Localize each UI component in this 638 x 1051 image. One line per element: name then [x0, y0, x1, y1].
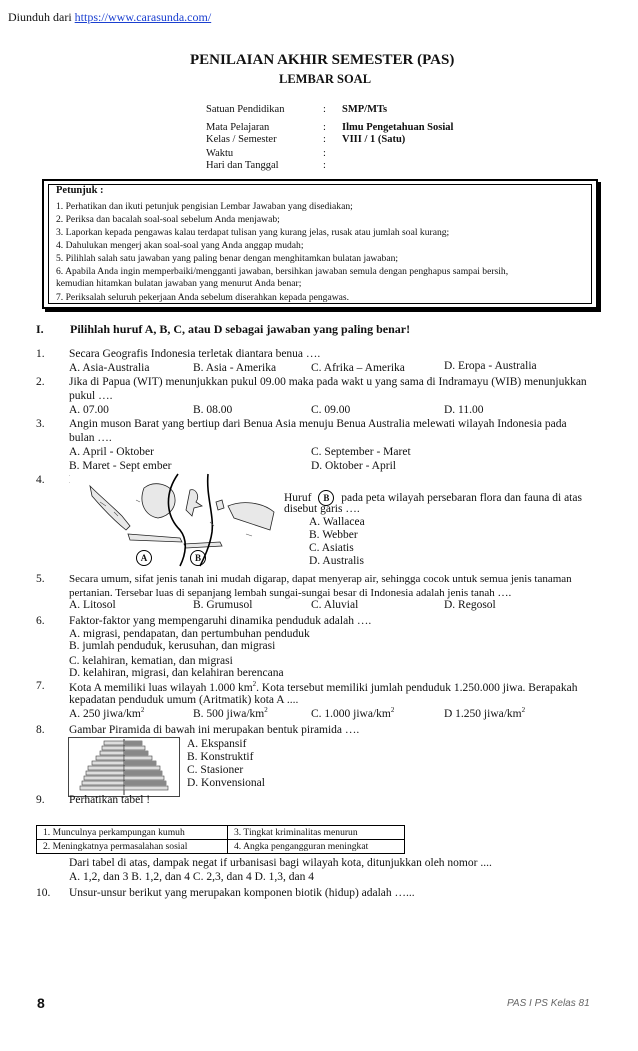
info-label: Satuan Pendidikan — [206, 104, 285, 115]
superscript: 2 — [252, 680, 257, 688]
page-number: 8 — [37, 995, 45, 1011]
info-colon: : — [323, 160, 326, 171]
question-number: 2. — [36, 376, 45, 388]
indonesia-map-image — [70, 472, 282, 570]
question-text: Dari tabel di atas, dampak negat if urbanisasi bagi wilayah kota, ditunjukkan oleh nomor .... — [69, 857, 492, 869]
info-label: Mata Pelajaran — [206, 122, 270, 133]
map-label-b — [190, 550, 206, 566]
question-text: Angin muson Barat yang bertiup dari Benua Asia menuju Benua Australia melewati wilayah Indonesia pada — [69, 418, 567, 430]
table-cell: 2. Meningkatnya permasalahan sosial — [37, 840, 228, 854]
info-label: Kelas / Semester — [206, 134, 277, 145]
question-number: 4. — [36, 474, 45, 486]
instruction-item: 7. Periksalah seluruh pekerjaan Anda sebelum diserahkan kepada pengawas. — [56, 292, 350, 303]
source-link[interactable]: https://www.carasunda.com/ — [74, 10, 212, 24]
question-text-part: . Kota tersebut memiliki jumlah penduduk 1.250.000 jiwa. Berapakah — [256, 681, 578, 694]
info-colon: : — [323, 148, 326, 159]
superscript: 2 — [140, 706, 145, 714]
source-line — [8, 10, 211, 25]
option-c[interactable]: C. Stasioner — [187, 764, 244, 776]
option-b[interactable]: B. Grumusol — [193, 599, 253, 611]
question-number: 5. — [36, 573, 45, 585]
option-d[interactable]: D. Australis — [309, 555, 364, 567]
option-text: D 1.250 jiwa/km — [444, 707, 522, 720]
question-number: 3. — [36, 418, 45, 430]
table-cell: 1. Munculnya perkampungan kumuh — [37, 826, 228, 840]
options-line[interactable]: A. 1,2, dan 3 B. 1,2, dan 4 C. 2,3, dan 4 D. 1,3, dan 4 — [69, 871, 314, 883]
info-label: Hari dan Tanggal — [206, 160, 279, 171]
option-a[interactable]: A. Litosol — [69, 599, 116, 611]
option-b[interactable]: B. 08.00 — [193, 404, 233, 416]
option-d[interactable]: D. Regosol — [444, 599, 496, 611]
option-b[interactable]: B. Konstruktif — [187, 751, 254, 763]
urbanisasi-table — [36, 825, 405, 854]
option-c[interactable]: C. kelahiran, kematian, dan migrasi — [69, 655, 233, 667]
instruction-item: kemudian hitamkan bulatan jawaban yang menurut Anda benar; — [56, 278, 302, 289]
info-colon: : — [323, 104, 326, 115]
option-text: C. 1.000 jiwa/km — [311, 707, 391, 720]
question-text: Secara umum, sifat jenis tanah ini mudah digarap, dapat menyerap air, sehingga cocok untuk semua jenis tanaman — [69, 573, 572, 585]
table-row — [37, 840, 405, 854]
option-c[interactable] — [311, 706, 394, 720]
option-text: B. 500 jiwa/km — [193, 707, 265, 720]
option-c[interactable]: C. Asiatis — [309, 542, 354, 554]
question-text: pertanian. Tersebar luas di sepanjang lembah sungai-sungai besar di Indonesia adalah jenis tanah …. — [69, 587, 512, 599]
question-number: 8. — [36, 724, 45, 736]
option-c[interactable]: C. September - Maret — [311, 446, 411, 458]
section-title: Pilihlah huruf A, B, C, atau D sebagai jawaban yang paling benar! — [70, 322, 411, 336]
option-d[interactable]: D. Eropa - Australia — [444, 360, 537, 372]
map-label-b-text: B — [190, 550, 206, 566]
option-a[interactable] — [69, 706, 144, 720]
question-text: Faktor-faktor yang mempengaruhi dinamika penduduk adalah …. — [69, 615, 372, 627]
option-c[interactable]: C. 09.00 — [311, 404, 351, 416]
question-text: Jika di Papua (WIT) menunjukkan pukul 09.00 maka pada wakt u yang sama di Indramayu (WIB) menunjukkan — [69, 376, 587, 388]
info-value: Ilmu Pengetahuan Sosial — [342, 122, 454, 133]
question-text: kepadatan penduduk umum (Aritmatik) kota A .... — [69, 694, 299, 706]
info-value: SMP/MTs — [342, 104, 388, 115]
page-title: PENILAIAN AKHIR SEMESTER (PAS) — [190, 52, 455, 68]
question-text-part: pada peta wilayah persebaran flora dan fauna di atas — [341, 492, 582, 504]
option-a[interactable]: A. 07.00 — [69, 404, 109, 416]
map-label-a-text: A — [136, 550, 152, 566]
question-text: Perhatikan tabel ! — [69, 794, 151, 806]
option-a[interactable]: A. Ekspansif — [187, 738, 247, 750]
question-number: 1. — [36, 348, 45, 360]
question-number: 6. — [36, 615, 45, 627]
info-colon: : — [323, 122, 326, 133]
option-d[interactable]: D. kelahiran, migrasi, dan kelahiran berencana — [69, 667, 284, 679]
question-text: bulan …. — [69, 432, 112, 444]
question-text-part: Huruf — [284, 492, 312, 504]
footer-label: PAS I PS Kelas 81 — [507, 998, 590, 1009]
map-label-a — [136, 550, 152, 566]
info-value: VIII / 1 (Satu) — [342, 134, 406, 145]
option-d[interactable]: D. 11.00 — [444, 404, 484, 416]
page-subtitle: LEMBAR SOAL — [279, 72, 372, 86]
instruction-item: 3. Laporkan kepada pengawas kalau terdapat tulisan yang kurang jelas, rusak atau jumlah soal kurang; — [56, 227, 450, 238]
instructions-heading: Petunjuk : — [56, 185, 104, 196]
question-text: Secara Geografis Indonesia terletak diantara benua …. — [69, 348, 321, 360]
instruction-item: 6. Apabila Anda ingin memperbaiki/mengganti jawaban, bersihkan jawaban semula dengan penghapus sampai bersih, — [56, 266, 509, 277]
option-b[interactable]: B. Webber — [309, 529, 358, 541]
superscript: 2 — [264, 706, 268, 714]
question-number: 9. — [36, 794, 45, 806]
option-d[interactable]: D. Oktober - April — [311, 460, 396, 472]
question-text: Gambar Piramida di bawah ini merupakan bentuk piramida …. — [69, 724, 360, 736]
circled-letter: B — [318, 490, 334, 506]
question-number: 10. — [36, 887, 51, 899]
option-b[interactable] — [193, 706, 268, 720]
table-row — [37, 826, 405, 840]
option-c[interactable]: C. Afrika – Amerika — [311, 362, 405, 374]
instruction-item: 1. Perhatikan dan ikuti petunjuk pengisian Lembar Jawaban yang disediakan; — [56, 201, 353, 212]
option-a[interactable]: A. migrasi, pendapatan, dan pertumbuhan penduduk — [69, 628, 310, 640]
section-number: I. — [36, 322, 44, 336]
table-cell: 4. Angka pengangguran meningkat — [228, 840, 405, 854]
info-colon: : — [323, 134, 326, 145]
question-text: pukul …. — [69, 390, 113, 402]
option-a[interactable]: A. Wallacea — [309, 516, 365, 528]
option-a[interactable]: A. Asia-Australia — [69, 362, 150, 374]
option-d[interactable] — [444, 706, 525, 720]
superscript: 2 — [390, 706, 395, 714]
question-number: 7. — [36, 680, 45, 692]
option-d[interactable]: D. Konvensional — [187, 777, 265, 789]
question-text: disebut garis …. — [284, 503, 360, 515]
instruction-item: 5. Pilihlah salah satu jawaban yang paling benar dengan menghitamkan bulatan jawaban; — [56, 253, 399, 264]
option-b[interactable]: B. Asia - Amerika — [193, 362, 277, 374]
option-text: A. 250 jiwa/km — [69, 707, 141, 720]
question-text — [69, 680, 577, 694]
population-pyramid-image — [68, 737, 180, 797]
source-prefix: Diunduh dari — [8, 10, 75, 24]
instruction-item: 4. Dahulukan mengerj akan soal-soal yang Anda anggap mudah; — [56, 240, 304, 251]
option-b[interactable]: B. jumlah penduduk, kerusuhan, dan migrasi — [69, 640, 276, 652]
option-a[interactable]: A. April - Oktober — [69, 446, 154, 458]
superscript: 2 — [521, 706, 526, 714]
instructions-box — [42, 179, 598, 309]
question-text-part: Kota A memiliki luas wilayah 1.000 km — [69, 681, 253, 694]
info-label: Waktu — [206, 148, 234, 159]
question-text: Unsur-unsur berikut yang merupakan komponen biotik (hidup) adalah …... — [69, 887, 415, 899]
instruction-item: 2. Periksa dan bacalah soal-soal sebelum Anda menjawab; — [56, 214, 280, 225]
table-cell: 3. Tingkat kriminalitas menurun — [228, 826, 405, 840]
option-c[interactable]: C. Aluvial — [311, 599, 359, 611]
option-b[interactable]: B. Maret - Sept ember — [69, 460, 172, 472]
